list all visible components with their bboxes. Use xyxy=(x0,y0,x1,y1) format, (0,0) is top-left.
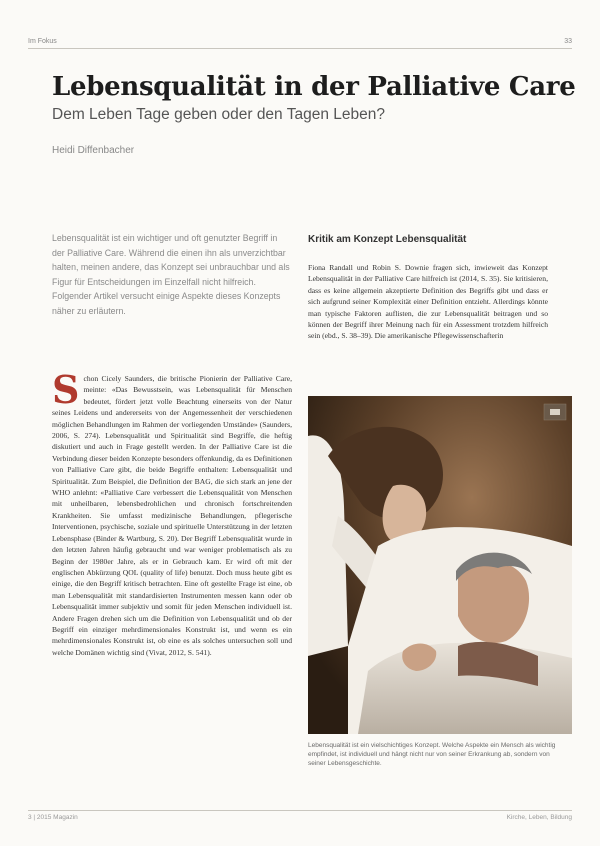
drop-cap: S xyxy=(52,367,80,412)
section-paragraph: Fiona Randall und Robin S. Downie fragen sich, inwieweit das Konzept Lebensqualität in der Palliative Care hilfreich ist (2014, S. 35). Sie kritisieren, dass es keine allgemein akzeptierte Definition des Begriffs gibt und dass er sich aufgrund seiner Komplexität einer Definition entzieht. Allerdings könnte man typische Faktoren auflisten, die zur Lebensqualität beitragen und so können der Begriff ihrer Meinung nach für ein Assessment trotzdem hilfreich sein (ebd., S. 38–39). Die amerikanische Pflegewissenschafterin xyxy=(308,263,548,341)
photo-nurse-patient xyxy=(308,396,572,734)
article-subtitle: Dem Leben Tage geben oder den Tagen Leben? xyxy=(52,106,385,123)
section-heading: Kritik am Konzept Lebensqualität xyxy=(308,234,467,245)
running-header xyxy=(28,38,572,48)
article-author: Heidi Diffenbacher xyxy=(52,145,135,156)
section-label: Im Fokus xyxy=(28,38,57,45)
article-photo xyxy=(308,396,572,734)
body-column-right xyxy=(308,262,548,342)
body-column-left xyxy=(52,367,292,658)
article-intro: Lebensqualität ist ein wichtiger und oft genutzter Begriff in der Palliative Care. Während die einen ihn als unverzichtbar halten, meinen andere, das Konzept sei unbrauchbar und als Figur für Entscheidungen im Einzelfall nicht hilfreich. Folgender Artikel versucht einige Aspekte dieses Konzepts näher zu erläutern. xyxy=(52,233,290,316)
body-paragraph xyxy=(52,367,292,658)
footer-left: 3 | 2015 Magazin xyxy=(28,814,78,821)
body-text: chon Cicely Saunders, die britische Pionierin der Palliative Care, meinte: «Das Bewusstsein, was Lebensqualität für Menschen bedeutet, fördert jetzt volle Beachtung einerseits von der Natur seines Leidens und andererseits von der Angemessenheit der verschiedenen möglichen Behandlungen im Rahmen der vorliegenden Umstände» (Saunders, 2006, S. 274). Lebensqualität und Spiritualität sind Begriffe, die heftig diskutiert und auch in Frage gestellt werden. In der Palliative Care ist die Verbindung dieser beiden Konzepte besonders offenkundig, da es Definitionen von Palliative Care gibt, die beide Begriffe enthalten: Lebensqualität und Spiritualität. Zum Beispiel, die Definition der BAG, die sich stark an jene der WHO anlehnt: «Palliative Care verbessert die Lebensqualität von Menschen mit unheilbaren, lebensbedrohlichen und chronisch fortschreitenden Krankheiten. Sie umfasst medizinische Behandlungen, pflegerische Interventionen, psychische, soziale und spirituelle Unterstützung in der letzten Lebensphase (Binder & Wartburg, S. 20). Der Begriff Lebensqualität wurde in den letzten Jahren häufig gebraucht und war weniger problematisch als zu Beginn der 1980er Jahre, als er in Gebrauch kam. Er wird oft mit der englischen Abkürzung QOL (quality of life) benutzt. Doch muss heute gibt es einige, die den Begriff kritisch betrachten. Eine oft gestellte Frage ist eine, ob man Lebensqualität mit standardisierten Instrumenten messen kann oder ob Lebensqualität immer subjektiv und somit für jeden Menschen individuell ist. Andere Fragen drehen sich um die Definition von Lebensqualität und ob der Begriff ein einziger mehrdimensionales Konstrukt ist, und wenn es ein mehrdimensionales Konstrukt ist, ob eine es als solches untersuchen soll und welche Domänen wichtig sind (Vivat, 2012, S. 541). xyxy=(52,374,292,657)
footer-divider xyxy=(28,810,572,811)
running-footer xyxy=(28,814,572,824)
photo-caption: Lebensqualität ist ein vielschichtiges Konzept. Welche Aspekte ein Mensch als wichtig empfindet, ist individuell und hängt nicht nur von seiner Erkrankung ab, sondern von seiner Lebensgeschichte. xyxy=(308,742,556,767)
page-number: 33 xyxy=(564,38,572,45)
article-title: Lebensqualität in der Palliative Care xyxy=(52,72,576,102)
header-divider xyxy=(28,48,572,49)
footer-right: Kirche, Leben, Bildung xyxy=(506,814,572,821)
